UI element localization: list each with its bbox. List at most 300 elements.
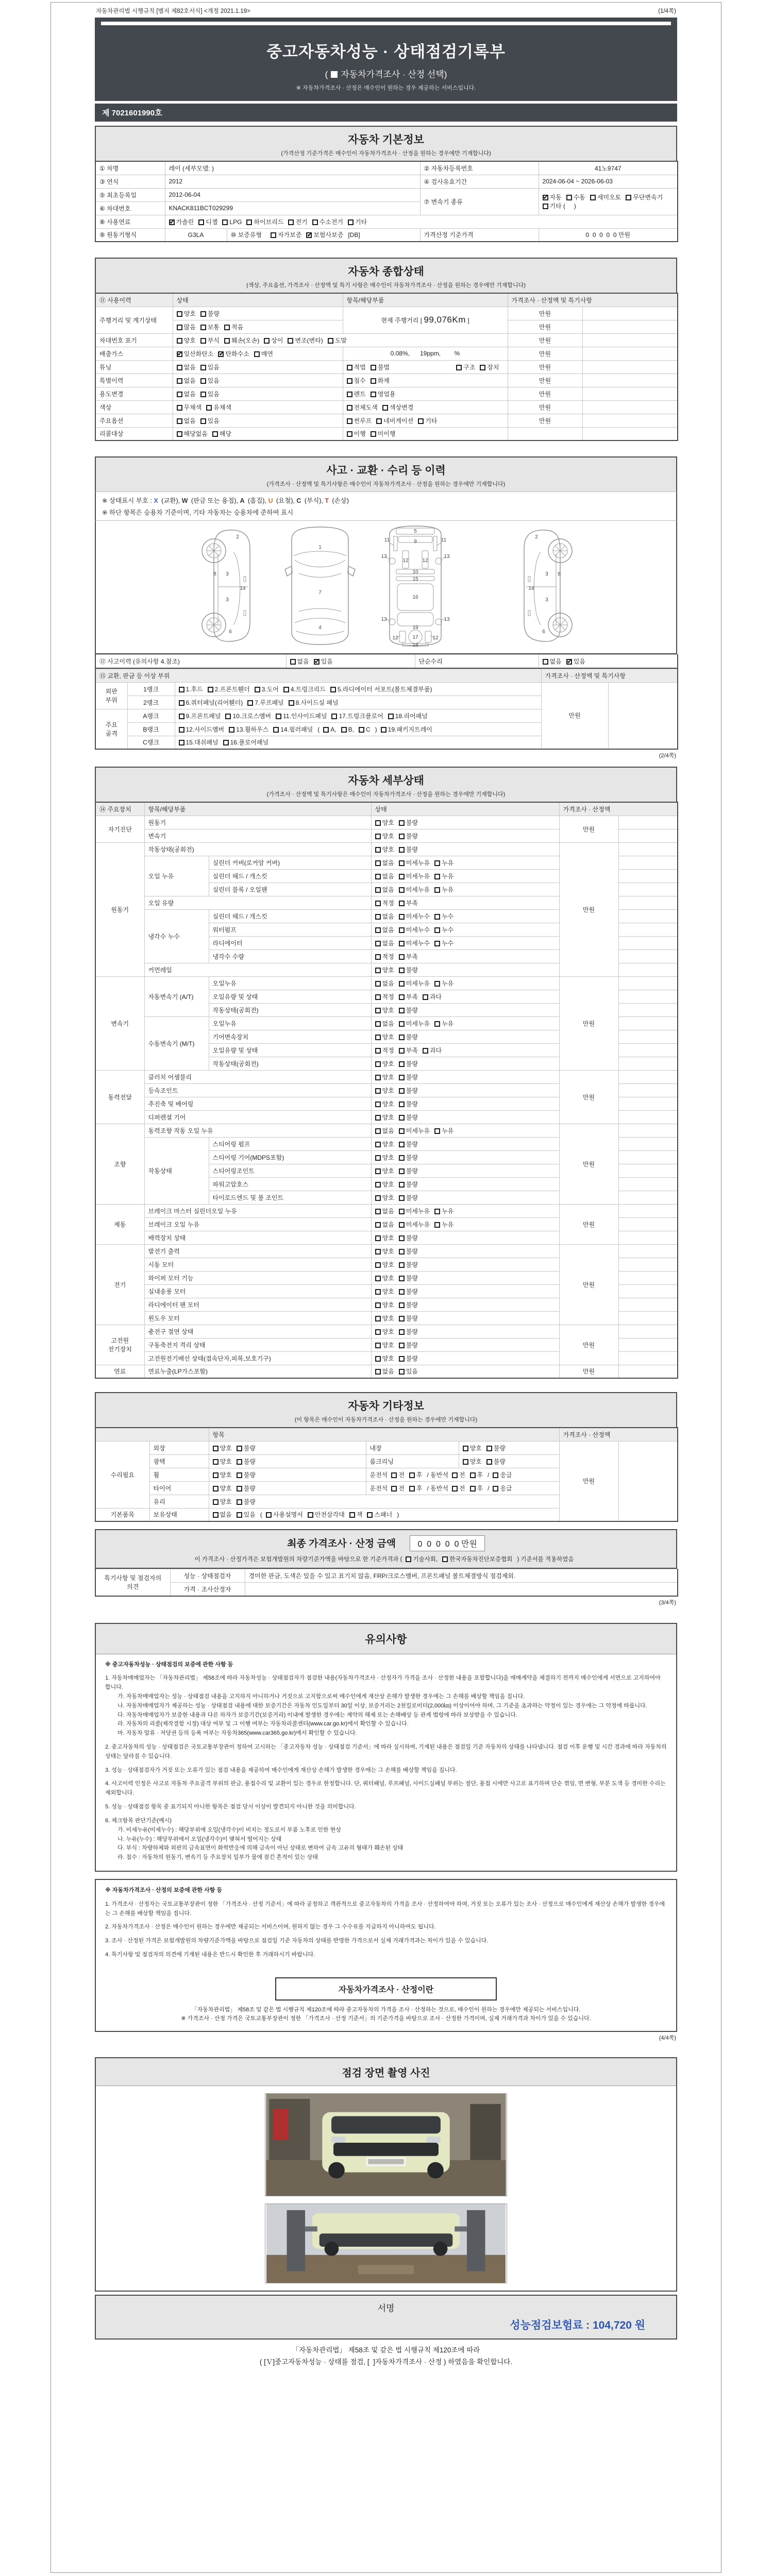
checkbox-icon[interactable] [177,418,182,424]
checkbox-option[interactable] [399,979,430,988]
checkbox-icon[interactable] [371,392,376,397]
checkbox-icon[interactable] [247,700,253,706]
checkbox-option[interactable] [375,818,394,827]
checkbox-icon[interactable] [177,431,182,437]
checkbox-option[interactable] [399,1314,418,1323]
checkbox-cell[interactable] [371,869,559,883]
checkbox-option[interactable] [288,217,307,226]
checkbox-option[interactable] [375,899,394,907]
checkbox-cell[interactable] [175,722,541,736]
checkbox-icon[interactable] [376,418,382,424]
checkbox-icon[interactable] [213,1472,219,1478]
checkbox-option[interactable] [399,1073,418,1081]
checkbox-icon[interactable] [213,1486,219,1492]
checkbox-cell[interactable] [371,1325,559,1338]
checkbox-option[interactable] [375,1274,394,1282]
checkbox-cell[interactable] [175,709,541,722]
checkbox-icon[interactable] [359,727,364,733]
checkbox-option[interactable] [177,349,214,358]
checkbox-icon[interactable] [434,1222,440,1228]
checkbox-cell[interactable] [209,1441,366,1454]
checkbox-cell[interactable] [371,990,559,1003]
price-appraisal-checkbox[interactable] [331,71,338,78]
checkbox-icon[interactable] [179,727,184,733]
checkbox-option[interactable] [375,1287,394,1296]
checkbox-option[interactable] [452,1484,465,1493]
checkbox-option[interactable] [246,217,283,226]
checkbox-icon[interactable] [308,1512,313,1518]
checkbox-option[interactable] [399,1247,418,1256]
checkbox-option[interactable] [177,389,196,398]
checkbox-icon[interactable] [375,927,381,933]
checkbox-icon[interactable] [399,1155,405,1161]
checkbox-icon[interactable] [399,1168,405,1174]
checkbox-icon[interactable] [399,860,405,866]
checkbox-icon[interactable] [213,1459,219,1465]
transmission-options[interactable] [539,188,678,215]
checkbox-icon[interactable] [177,378,182,384]
checkbox-icon[interactable] [399,1101,405,1107]
checkbox-option[interactable] [406,1555,438,1563]
checkbox-option[interactable] [283,685,326,693]
checkbox-option[interactable] [371,376,390,385]
checkbox-option[interactable] [375,1327,394,1336]
checkbox-option[interactable] [375,1260,394,1269]
checkbox-option[interactable] [375,1153,394,1162]
accident-history-options[interactable] [286,655,415,668]
checkbox-option[interactable] [179,698,243,707]
checkbox-icon[interactable] [224,338,230,344]
checkbox-option[interactable] [470,1470,483,1479]
checkbox-option[interactable] [399,1046,418,1055]
checkbox-icon[interactable] [375,1115,381,1121]
checkbox-cell[interactable] [371,856,559,869]
checkbox-icon[interactable] [375,941,381,946]
checkbox-option[interactable] [376,416,413,425]
checkbox-option[interactable] [409,1484,423,1493]
checkbox-option[interactable] [225,711,271,720]
checkbox-cell[interactable] [371,1124,559,1137]
checkbox-option[interactable] [206,403,231,412]
checkbox-option[interactable] [566,193,585,201]
checkbox-option[interactable] [255,685,279,693]
checkbox-option[interactable] [308,1510,345,1519]
checkbox-icon[interactable] [179,740,184,745]
checkbox-icon[interactable] [375,1356,381,1362]
checkbox-icon[interactable] [348,219,354,225]
checkbox-cell[interactable] [371,1083,559,1097]
checkbox-cell[interactable] [371,1016,559,1030]
checkbox-option[interactable] [434,1126,453,1135]
checkbox-icon[interactable] [399,1276,405,1281]
checkbox-option[interactable] [434,885,453,894]
checkbox-option[interactable] [463,1444,482,1452]
checkbox-icon[interactable] [375,1021,381,1027]
checkbox-option[interactable] [493,1484,512,1493]
checkbox-icon[interactable] [391,1486,397,1492]
checkbox-icon[interactable] [237,1446,242,1451]
checkbox-icon[interactable] [406,1556,411,1562]
checkbox-option[interactable] [375,992,394,1001]
checkbox-option[interactable] [382,403,413,412]
checkbox-option[interactable] [273,725,313,734]
checkbox-option[interactable] [399,1059,418,1068]
checkbox-icon[interactable] [399,820,405,826]
checkbox-option[interactable] [399,952,418,961]
checkbox-cell[interactable] [173,307,343,320]
checkbox-option[interactable] [434,1220,453,1229]
checkbox-option[interactable] [375,1341,394,1349]
checkbox-option[interactable] [224,323,243,331]
checkbox-cell[interactable] [366,1468,559,1481]
checkbox-icon[interactable] [399,914,405,920]
checkbox-cell[interactable] [371,1030,559,1043]
checkbox-option[interactable] [229,725,268,734]
checkbox-option[interactable] [375,912,394,921]
checkbox-option[interactable] [399,1367,418,1376]
checkbox-option[interactable] [375,832,394,840]
checkbox-option[interactable] [347,376,366,385]
checkbox-option[interactable] [399,858,430,867]
checkbox-option[interactable] [347,389,366,398]
checkbox-option[interactable] [179,738,219,747]
checkbox-checked-icon[interactable] [218,351,224,357]
checkbox-cell[interactable] [371,1258,559,1271]
checkbox-icon[interactable] [456,365,462,370]
checkbox-option[interactable] [375,1046,394,1055]
checkbox-option[interactable] [399,1099,418,1108]
checkbox-option[interactable] [371,389,396,398]
checkbox-option[interactable] [375,1207,394,1215]
checkbox-option[interactable] [212,429,231,438]
checkbox-option[interactable] [399,1193,418,1202]
checkbox-option[interactable] [179,685,203,693]
checkbox-option[interactable] [399,832,418,840]
checkbox-option[interactable] [543,193,562,201]
checkbox-icon[interactable] [399,887,405,893]
checkbox-option[interactable] [290,657,309,666]
checkbox-icon[interactable] [399,834,405,839]
checkbox-option[interactable] [289,698,339,707]
checkbox-icon[interactable] [399,1356,405,1362]
checkbox-option[interactable] [399,925,430,934]
checkbox-icon[interactable] [323,727,329,733]
checkbox-icon[interactable] [434,1021,440,1027]
checkbox-icon[interactable] [237,1512,242,1518]
checkbox-cell[interactable] [366,1481,559,1495]
checkbox-icon[interactable] [543,659,548,665]
checkbox-option[interactable] [399,899,418,907]
checkbox-option[interactable] [375,1300,394,1309]
checkbox-icon[interactable] [254,351,260,357]
checkbox-cell[interactable] [343,360,508,374]
checkbox-option[interactable] [200,416,220,425]
checkbox-icon[interactable] [391,1472,397,1478]
checkbox-option[interactable] [375,1140,394,1148]
checkbox-option[interactable] [409,1470,423,1479]
checkbox-option[interactable] [341,726,354,733]
checkbox-option[interactable] [331,711,383,720]
checkbox-option[interactable] [323,726,336,733]
checkbox-icon[interactable] [399,1329,405,1335]
checkbox-option[interactable] [264,336,283,345]
checkbox-icon[interactable] [566,195,572,200]
checkbox-icon[interactable] [375,887,381,893]
checkbox-icon[interactable] [200,418,206,424]
checkbox-cell[interactable] [173,320,343,333]
checkbox-option[interactable] [399,845,418,854]
checkbox-option[interactable] [200,363,220,371]
checkbox-option[interactable] [177,336,196,345]
checkbox-option[interactable] [375,939,394,947]
checkbox-cell[interactable] [371,1043,559,1057]
checkbox-cell[interactable] [175,682,541,696]
checkbox-icon[interactable] [399,941,405,946]
checkbox-icon[interactable] [237,1486,242,1492]
checkbox-icon[interactable] [480,365,485,370]
checkbox-icon[interactable] [347,392,352,397]
checkbox-cell[interactable] [173,414,343,427]
checkbox-option[interactable] [399,1019,430,1028]
checkbox-option[interactable] [399,818,418,827]
checkbox-icon[interactable] [375,1168,381,1174]
checkbox-icon[interactable] [177,311,182,317]
checkbox-option[interactable] [626,193,663,201]
checkbox-option[interactable] [456,363,475,371]
checkbox-checked-icon[interactable] [566,659,572,665]
checkbox-option[interactable] [434,858,453,867]
checkbox-option[interactable] [434,1019,453,1028]
checkbox-option[interactable] [399,1233,418,1242]
checkbox-icon[interactable] [349,1512,355,1518]
checkbox-icon[interactable] [452,1472,458,1478]
checkbox-icon[interactable] [200,338,206,344]
checkbox-option[interactable] [177,416,196,425]
checkbox-icon[interactable] [200,325,206,330]
checkbox-cell[interactable] [371,1110,559,1124]
checkbox-cell[interactable] [371,842,559,856]
checkbox-option[interactable] [177,429,208,438]
checkbox-option[interactable] [375,1086,394,1095]
checkbox-icon[interactable] [246,219,252,225]
checkbox-option[interactable] [543,657,562,666]
checkbox-icon[interactable] [399,1128,405,1134]
checkbox-option[interactable] [399,1113,418,1122]
checkbox-option[interactable] [222,218,242,226]
checkbox-icon[interactable] [434,874,440,879]
checkbox-icon[interactable] [213,1512,219,1518]
checkbox-icon[interactable] [179,700,184,706]
checkbox-icon[interactable] [375,874,381,879]
checkbox-option[interactable] [375,1367,394,1376]
checkbox-option[interactable] [434,872,453,880]
checkbox-option[interactable] [237,1470,256,1479]
checkbox-cell[interactable] [175,696,541,709]
checkbox-cell[interactable] [209,1495,559,1508]
checkbox-option[interactable] [452,1470,465,1479]
simple-repair-options[interactable] [539,655,678,668]
checkbox-cell[interactable] [371,1070,559,1083]
checkbox-icon[interactable] [177,325,182,330]
checkbox-icon[interactable] [399,847,405,853]
checkbox-icon[interactable] [381,727,386,733]
checkbox-icon[interactable] [423,1048,428,1054]
checkbox-icon[interactable] [590,195,596,200]
checkbox-cell[interactable] [371,1365,559,1378]
checkbox-option[interactable] [237,1510,256,1519]
checkbox-cell[interactable] [371,1338,559,1351]
checkbox-icon[interactable] [375,1235,381,1241]
checkbox-option[interactable] [375,858,394,867]
checkbox-option[interactable] [399,1341,418,1349]
checkbox-icon[interactable] [206,405,212,411]
checkbox-icon[interactable] [399,1262,405,1268]
checkbox-icon[interactable] [375,1302,381,1308]
checkbox-option[interactable] [375,1073,394,1081]
checkbox-icon[interactable] [347,365,352,370]
checkbox-icon[interactable] [375,914,381,920]
checkbox-option[interactable] [200,389,220,398]
checkbox-cell[interactable] [209,1508,559,1521]
checkbox-cell[interactable] [371,923,559,936]
checkbox-icon[interactable] [273,727,279,733]
checkbox-icon[interactable] [375,834,381,839]
checkbox-option[interactable] [399,1207,430,1215]
checkbox-option[interactable] [381,725,432,734]
checkbox-option[interactable] [247,698,283,707]
checkbox-option[interactable] [399,1153,418,1162]
checkbox-icon[interactable] [399,1209,405,1214]
checkbox-cell[interactable] [173,374,343,387]
checkbox-icon[interactable] [213,1446,219,1451]
checkbox-option[interactable] [566,657,585,666]
checkbox-option[interactable] [391,1470,405,1479]
checkbox-icon[interactable] [375,968,381,973]
checkbox-option[interactable] [399,1086,418,1095]
checkbox-icon[interactable] [375,1249,381,1255]
warranty-type-options[interactable] [227,228,420,242]
checkbox-option[interactable] [375,845,394,854]
checkbox-option[interactable] [347,429,366,438]
checkbox-icon[interactable] [452,1486,458,1492]
checkbox-icon[interactable] [418,418,424,424]
checkbox-option[interactable] [399,1354,418,1363]
fuel-options[interactable] [165,215,678,228]
checkbox-icon[interactable] [375,860,381,866]
checkbox-cell[interactable] [371,1003,559,1016]
checkbox-icon[interactable] [200,365,206,370]
checkbox-option[interactable] [399,1327,418,1336]
checkbox-option[interactable] [375,1193,394,1202]
checkbox-icon[interactable] [399,927,405,933]
checkbox-cell[interactable] [371,1351,559,1365]
checkbox-option[interactable] [276,711,327,720]
checkbox-cell[interactable] [371,883,559,896]
checkbox-option[interactable] [480,363,499,371]
checkbox-icon[interactable] [347,418,352,424]
checkbox-option[interactable] [375,1126,394,1135]
checkbox-icon[interactable] [434,1209,440,1214]
checkbox-icon[interactable] [237,1472,242,1478]
checkbox-icon[interactable] [399,1142,405,1147]
checkbox-icon[interactable] [486,1459,492,1465]
checkbox-icon[interactable] [375,820,381,826]
checkbox-cell[interactable] [175,736,541,749]
checkbox-icon[interactable] [375,1329,381,1335]
checkbox-option[interactable] [213,1510,232,1519]
checkbox-option[interactable] [434,979,453,988]
checkbox-icon[interactable] [399,1302,405,1308]
checkbox-option[interactable] [288,336,323,345]
checkbox-option[interactable] [442,1555,512,1563]
checkbox-option[interactable] [237,1497,256,1506]
checkbox-option[interactable] [463,1457,482,1466]
checkbox-checked-icon[interactable] [177,351,182,357]
checkbox-cell[interactable] [173,427,343,440]
checkbox-option[interactable] [399,1274,418,1282]
checkbox-cell[interactable] [209,1454,366,1468]
checkbox-icon[interactable] [399,1343,405,1348]
checkbox-icon[interactable] [434,981,440,987]
checkbox-option[interactable] [169,217,194,226]
checkbox-icon[interactable] [289,700,294,706]
checkbox-option[interactable] [375,1180,394,1189]
checkbox-icon[interactable] [375,847,381,853]
checkbox-option[interactable] [213,1457,232,1466]
checkbox-option[interactable] [399,872,430,880]
checkbox-cell[interactable] [371,896,559,909]
checkbox-option[interactable] [375,872,394,880]
checkbox-icon[interactable] [493,1486,498,1492]
checkbox-icon[interactable] [399,994,405,1000]
checkbox-icon[interactable] [399,1235,405,1241]
checkbox-option[interactable] [375,1166,394,1175]
checkbox-cell[interactable] [371,936,559,950]
checkbox-icon[interactable] [208,687,213,692]
checkbox-option[interactable] [208,685,250,693]
checkbox-icon[interactable] [375,1316,381,1321]
checkbox-option[interactable] [213,1484,232,1493]
checkbox-icon[interactable] [375,1101,381,1107]
checkbox-icon[interactable] [470,1486,476,1492]
checkbox-option[interactable] [399,1126,430,1135]
checkbox-icon[interactable] [470,1472,476,1478]
checkbox-option[interactable] [198,217,217,226]
checkbox-icon[interactable] [330,687,336,692]
checkbox-icon[interactable] [375,1222,381,1228]
checkbox-option[interactable] [177,403,202,412]
checkbox-icon[interactable] [626,195,631,200]
checkbox-option[interactable] [347,403,378,412]
checkbox-icon[interactable] [331,714,337,719]
checkbox-option[interactable] [359,726,371,733]
checkbox-icon[interactable] [198,219,204,225]
checkbox-icon[interactable] [200,392,206,397]
checkbox-option[interactable] [434,1207,453,1215]
checkbox-option[interactable] [399,992,418,1001]
checkbox-option[interactable] [418,416,437,425]
checkbox-cell[interactable] [173,387,343,400]
checkbox-icon[interactable] [371,365,376,370]
checkbox-icon[interactable] [276,714,281,719]
checkbox-icon[interactable] [375,994,381,1000]
checkbox-icon[interactable] [367,1512,373,1518]
checkbox-icon[interactable] [399,968,405,973]
checkbox-icon[interactable] [266,1512,272,1518]
checkbox-option[interactable] [399,1180,418,1189]
checkbox-icon[interactable] [200,378,206,384]
checkbox-icon[interactable] [375,1182,381,1188]
